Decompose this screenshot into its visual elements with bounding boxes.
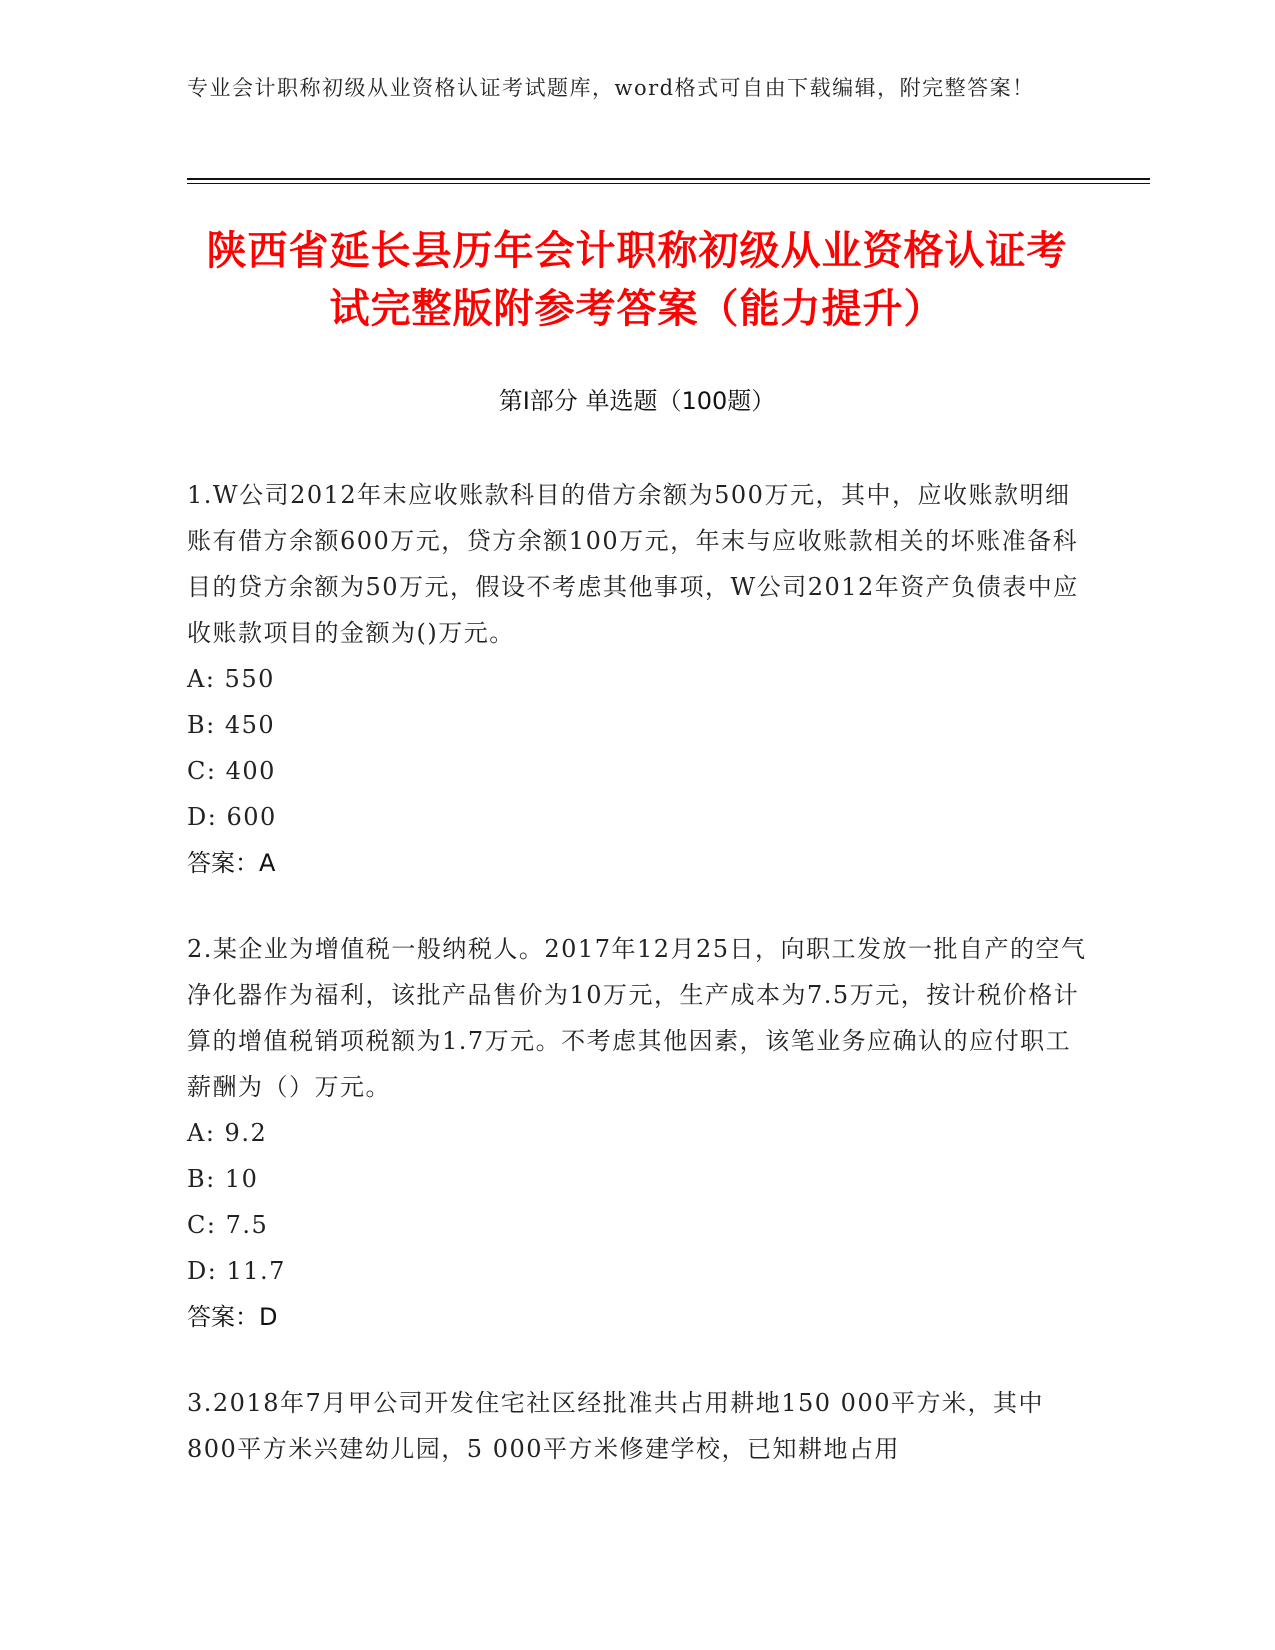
- question-stem: 1.W公司2012年末应收账款科目的借方余额为500万元，其中，应收账款明细账有借方余额600万元，贷方余额100万元，年末与应收账款相关的坏账准备科目的贷方余额为50万元，假设不考虑其他事项，W公司2012年资产负债表中应收账款项目的金额为()万元。: [187, 481, 1079, 647]
- question-item: [187, 472, 1087, 886]
- question-item: [187, 926, 1087, 1340]
- option-d: D: 600: [187, 803, 277, 831]
- option-c: C: 400: [187, 757, 276, 785]
- option-a: A: 550: [187, 665, 275, 693]
- document-title: 陕西省延长县历年会计职称初级从业资格认证考试完整版附参考答案（能力提升）: [206, 228, 1068, 332]
- question-stem: 3.2018年7月甲公司开发住宅社区经批准共占用耕地150 000平方米，其中800平方米兴建幼儿园，5 000平方米修建学校，已知耕地占用: [187, 1389, 1044, 1463]
- option-b: B: 10: [187, 1165, 259, 1193]
- header-divider: [187, 178, 1150, 180]
- option-d: D: 11.7: [187, 1257, 286, 1285]
- option-a: A: 9.2: [187, 1119, 268, 1147]
- header-divider-thin: [187, 183, 1150, 184]
- question-list: [187, 472, 1087, 1512]
- section-heading: 第Ⅰ部分 单选题（100题）: [498, 387, 776, 415]
- answer: 答案：A: [187, 849, 276, 877]
- option-c: C: 7.5: [187, 1211, 269, 1239]
- question-item: [187, 1380, 1087, 1472]
- question-stem: 2.某企业为增值税一般纳税人。2017年12月25日，向职工发放一批自产的空气净化器作为福利，该批产品售价为10万元，生产成本为7.5万元，按计税价格计算的增值税销项税额为1.7万元。不考虑其他因素，该笔业务应确认的应付职工薪酬为（）万元。: [187, 935, 1087, 1101]
- answer: 答案：D: [187, 1303, 278, 1331]
- header-note: 专业会计职称初级从业资格认证考试题库，word格式可自由下载编辑，附完整答案！: [187, 76, 1035, 100]
- option-b: B: 450: [187, 711, 276, 739]
